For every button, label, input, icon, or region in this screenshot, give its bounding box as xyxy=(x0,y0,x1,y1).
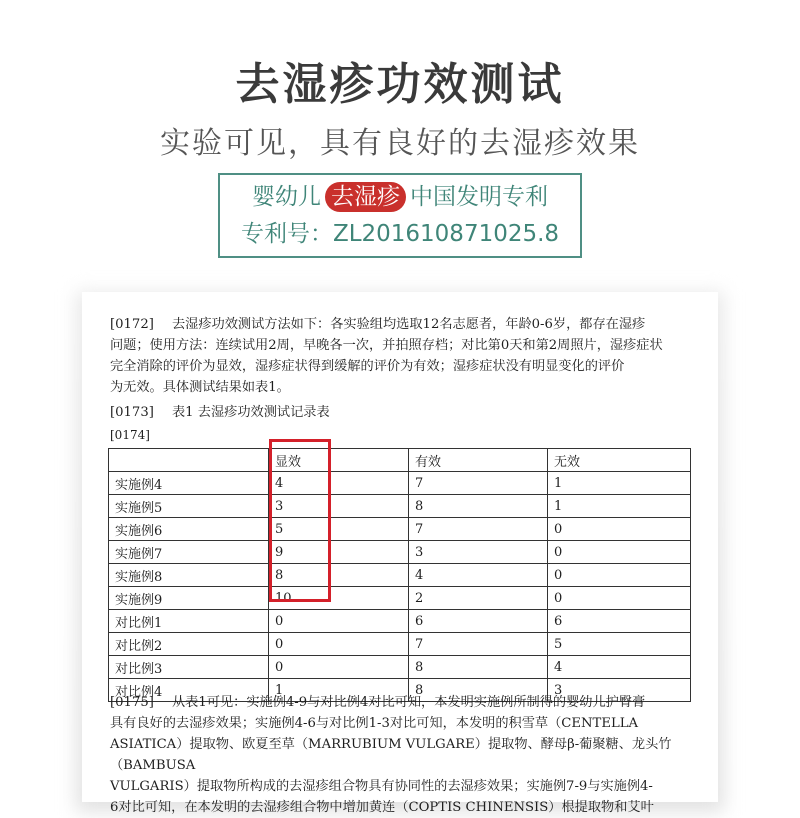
patent-document-excerpt xyxy=(82,292,718,815)
table-header-cell xyxy=(109,449,269,472)
table-cell: 8 xyxy=(409,679,548,702)
table-cell: 对比例4 xyxy=(109,679,269,702)
table-cell: 6 xyxy=(409,610,548,633)
table-cell: 9 xyxy=(269,541,409,564)
table-cell: 7 xyxy=(409,472,548,495)
table-cell: 0 xyxy=(269,633,409,656)
patent-suffix: 中国发明专利 xyxy=(410,184,548,210)
table-header-cell: 无效 xyxy=(548,449,691,472)
table-cell: 对比例2 xyxy=(109,633,269,656)
table-row xyxy=(109,656,691,679)
table-cell: 4 xyxy=(409,564,548,587)
paragraph-number: [0175] xyxy=(110,695,154,710)
patent-box xyxy=(218,173,582,258)
table-cell: 2 xyxy=(409,587,548,610)
table-row xyxy=(109,495,691,518)
paragraph-line: 问题；使用方法：连续试用2周，早晚各一次，并拍照存档；对比第0天和第2周照片，湿疹症状 xyxy=(110,338,663,353)
patent-prefix: 婴幼儿 xyxy=(252,184,321,210)
table-cell: 实施例8 xyxy=(109,564,269,587)
table-cell: 0 xyxy=(269,610,409,633)
table-cell: 8 xyxy=(409,495,548,518)
table-cell: 实施例5 xyxy=(109,495,269,518)
paragraph-0172 xyxy=(110,314,694,398)
table-cell: 对比例1 xyxy=(109,610,269,633)
paragraph-0173 xyxy=(110,402,694,423)
table-cell: 实施例9 xyxy=(109,587,269,610)
paragraph-0175 xyxy=(110,692,694,818)
table-row xyxy=(109,472,691,495)
page-subtitle: 实验可见，具有良好的去湿疹效果 xyxy=(160,126,640,161)
paragraph-line: 完全消除的评价为显效，湿疹症状得到缓解的评价为有效；湿疹症状没有明显变化的评价 xyxy=(110,359,625,374)
table-header-cell: 有效 xyxy=(409,449,548,472)
table-cell: 10 xyxy=(269,587,409,610)
paragraph-line: VULGARIS）提取物所构成的去湿疹组合物具有协同性的去湿疹效果；实施例7-9与实施例4- xyxy=(110,779,653,794)
table-cell: 0 xyxy=(548,518,691,541)
patent-line-1 xyxy=(252,179,548,216)
table-cell: 4 xyxy=(269,472,409,495)
table-row xyxy=(109,541,691,564)
paragraph-line: ASIATICA）提取物、欧夏至草（MARRUBIUM VULGARE）提取物、酵母β-葡聚糖、龙头竹（BAMBUSA xyxy=(110,737,672,773)
table-row xyxy=(109,518,691,541)
table-cell: 4 xyxy=(548,656,691,679)
table-cell: 7 xyxy=(409,633,548,656)
paragraph-line: 去湿疹功效测试方法如下：各实验组均选取12名志愿者，年龄0-6岁，都存在湿疹 xyxy=(172,317,646,332)
table-row xyxy=(109,587,691,610)
table-cell: 8 xyxy=(409,656,548,679)
table-cell: 实施例6 xyxy=(109,518,269,541)
table-cell: 8 xyxy=(269,564,409,587)
table-cell: 1 xyxy=(548,472,691,495)
table-cell: 5 xyxy=(548,633,691,656)
table-cell: 0 xyxy=(548,564,691,587)
table-row xyxy=(109,564,691,587)
table-cell: 3 xyxy=(269,495,409,518)
paragraph-line: 6对比可知，在本发明的去湿疹组合物中增加黄连（COPTIS CHINENSIS）根提取物和艾叶 xyxy=(110,800,654,815)
test-results-table xyxy=(108,448,691,702)
table-cell: 实施例4 xyxy=(109,472,269,495)
table-row xyxy=(109,610,691,633)
paragraph-number-0174: [0174] xyxy=(110,428,150,442)
paragraph-number: [0172] xyxy=(110,317,154,332)
table-cell: 1 xyxy=(548,495,691,518)
table-cell: 对比例3 xyxy=(109,656,269,679)
table-header-row xyxy=(109,449,691,472)
paragraph-line: 从表1可见：实施例4-9与对比例4对比可知，本发明实施例所制得的婴幼儿护臀膏 xyxy=(172,695,646,710)
patent-number: 专利号：ZL201610871025.8 xyxy=(240,221,560,247)
table-caption: 表1 去湿疹功效测试记录表 xyxy=(172,405,330,420)
table-cell: 0 xyxy=(269,656,409,679)
patent-highlight-badge: 去湿疹 xyxy=(325,182,406,212)
table-cell: 3 xyxy=(548,679,691,702)
table-header-cell: 显效 xyxy=(269,449,409,472)
paragraph-line: 具有良好的去湿疹效果；实施例4-6与对比例1-3对比可知，本发明的积雪草（CENTELLA xyxy=(110,716,638,731)
table-row xyxy=(109,633,691,656)
table-cell: 0 xyxy=(548,541,691,564)
significant-effect-highlight-frame xyxy=(269,439,331,602)
table-cell: 实施例7 xyxy=(109,541,269,564)
table-cell: 5 xyxy=(269,518,409,541)
table-cell: 6 xyxy=(548,610,691,633)
paragraph-line: 为无效。具体测试结果如表1。 xyxy=(110,380,290,395)
page-title: 去湿疹功效测试 xyxy=(235,59,565,110)
table-cell: 0 xyxy=(548,587,691,610)
table-cell: 1 xyxy=(269,679,409,702)
table-cell: 3 xyxy=(409,541,548,564)
paragraph-number: [0173] xyxy=(110,405,154,420)
table-cell: 7 xyxy=(409,518,548,541)
